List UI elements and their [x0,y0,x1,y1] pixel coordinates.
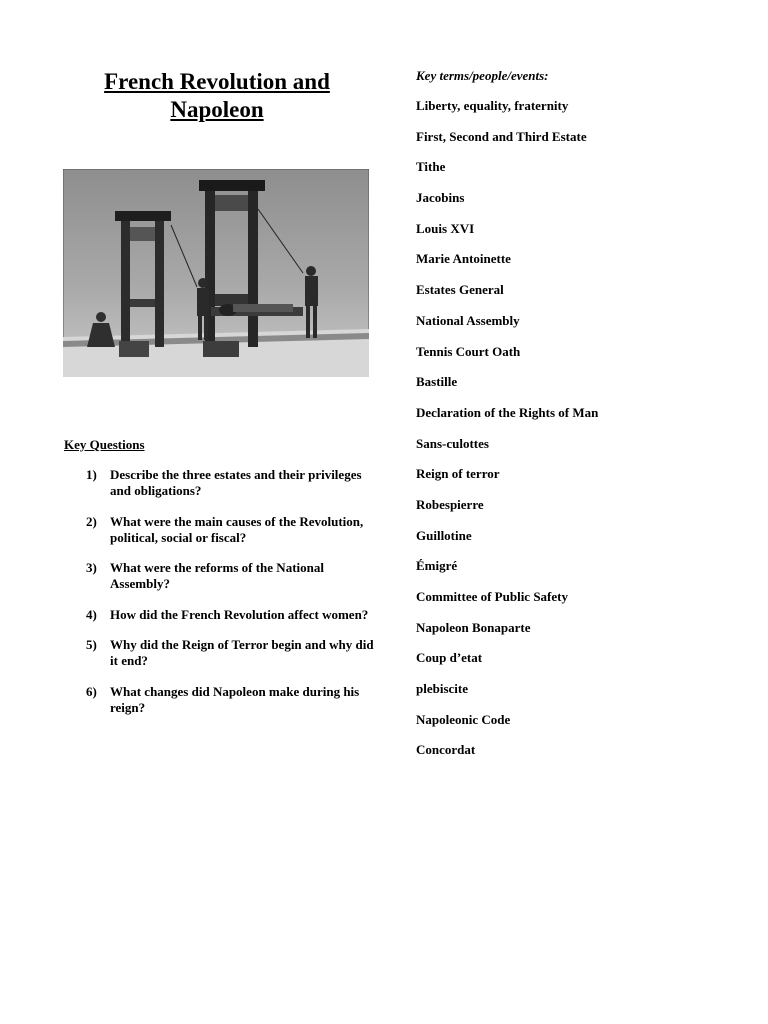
question-item [86,684,376,716]
question-text: Describe the three estates and their privileges and obligations? [110,467,362,498]
key-term-item: Guillotine [416,527,472,543]
question-number: 1) [86,467,97,482]
guillotine-engraving-image [63,169,369,377]
question-text: What were the main causes of the Revolution, political, social or fiscal? [110,513,364,545]
question-item [86,560,376,592]
question-item [86,514,376,546]
key-term-item: Sans-culottes [416,435,489,451]
page-title-line-2: Napoleon [170,97,264,122]
question-text: How did the French Revolution affect women? [110,606,369,622]
key-questions-list [86,467,376,730]
key-term-item: Napoleonic Code [416,711,511,727]
question-number: 4) [86,606,97,622]
key-term-item: Reign of terror [416,466,500,482]
page-title-line-1: French Revolution and [104,69,330,94]
key-term-item: Louis XVI [416,220,475,236]
question-number: 3) [86,560,97,575]
key-terms-list [416,98,598,773]
key-term-item: Committee of Public Safety [416,589,568,604]
key-term-item: Napoleon Bonaparte [416,619,531,635]
question-number: 6) [86,683,97,699]
key-term-item: Marie Antoinette [416,251,511,267]
key-term-item: National Assembly [416,312,520,328]
key-term-item: Jacobins [416,190,465,206]
key-terms-heading: Key terms/people/events: [416,68,549,83]
key-questions-heading: Key Questions [64,437,145,452]
key-term-item: Liberty, equality, fraternity [416,98,569,113]
question-item [86,607,376,623]
question-number: 2) [86,513,97,529]
key-term-item: Tennis Court Oath [416,343,521,359]
question-text: Why did the Reign of Terror begin and why did it end? [110,637,374,668]
question-item [86,637,376,669]
key-term-item: Declaration of the Rights of Man [416,404,599,420]
page-title [62,68,372,124]
question-item [86,467,376,499]
key-term-item: Coup d’etat [416,650,483,666]
key-term-item: Bastille [416,374,458,390]
key-term-item: Estates General [416,282,504,298]
question-number: 5) [86,637,97,652]
question-text: What changes did Napoleon make during his reign? [110,683,360,715]
key-term-item: Concordat [416,742,476,758]
question-text: What were the reforms of the National Assembly? [110,560,324,591]
key-term-item: Tithe [416,159,446,175]
key-term-item: Émigré [416,558,458,574]
key-term-item: First, Second and Third Estate [416,128,587,144]
key-term-item: plebiscite [416,681,468,697]
key-term-item: Robespierre [416,496,484,512]
